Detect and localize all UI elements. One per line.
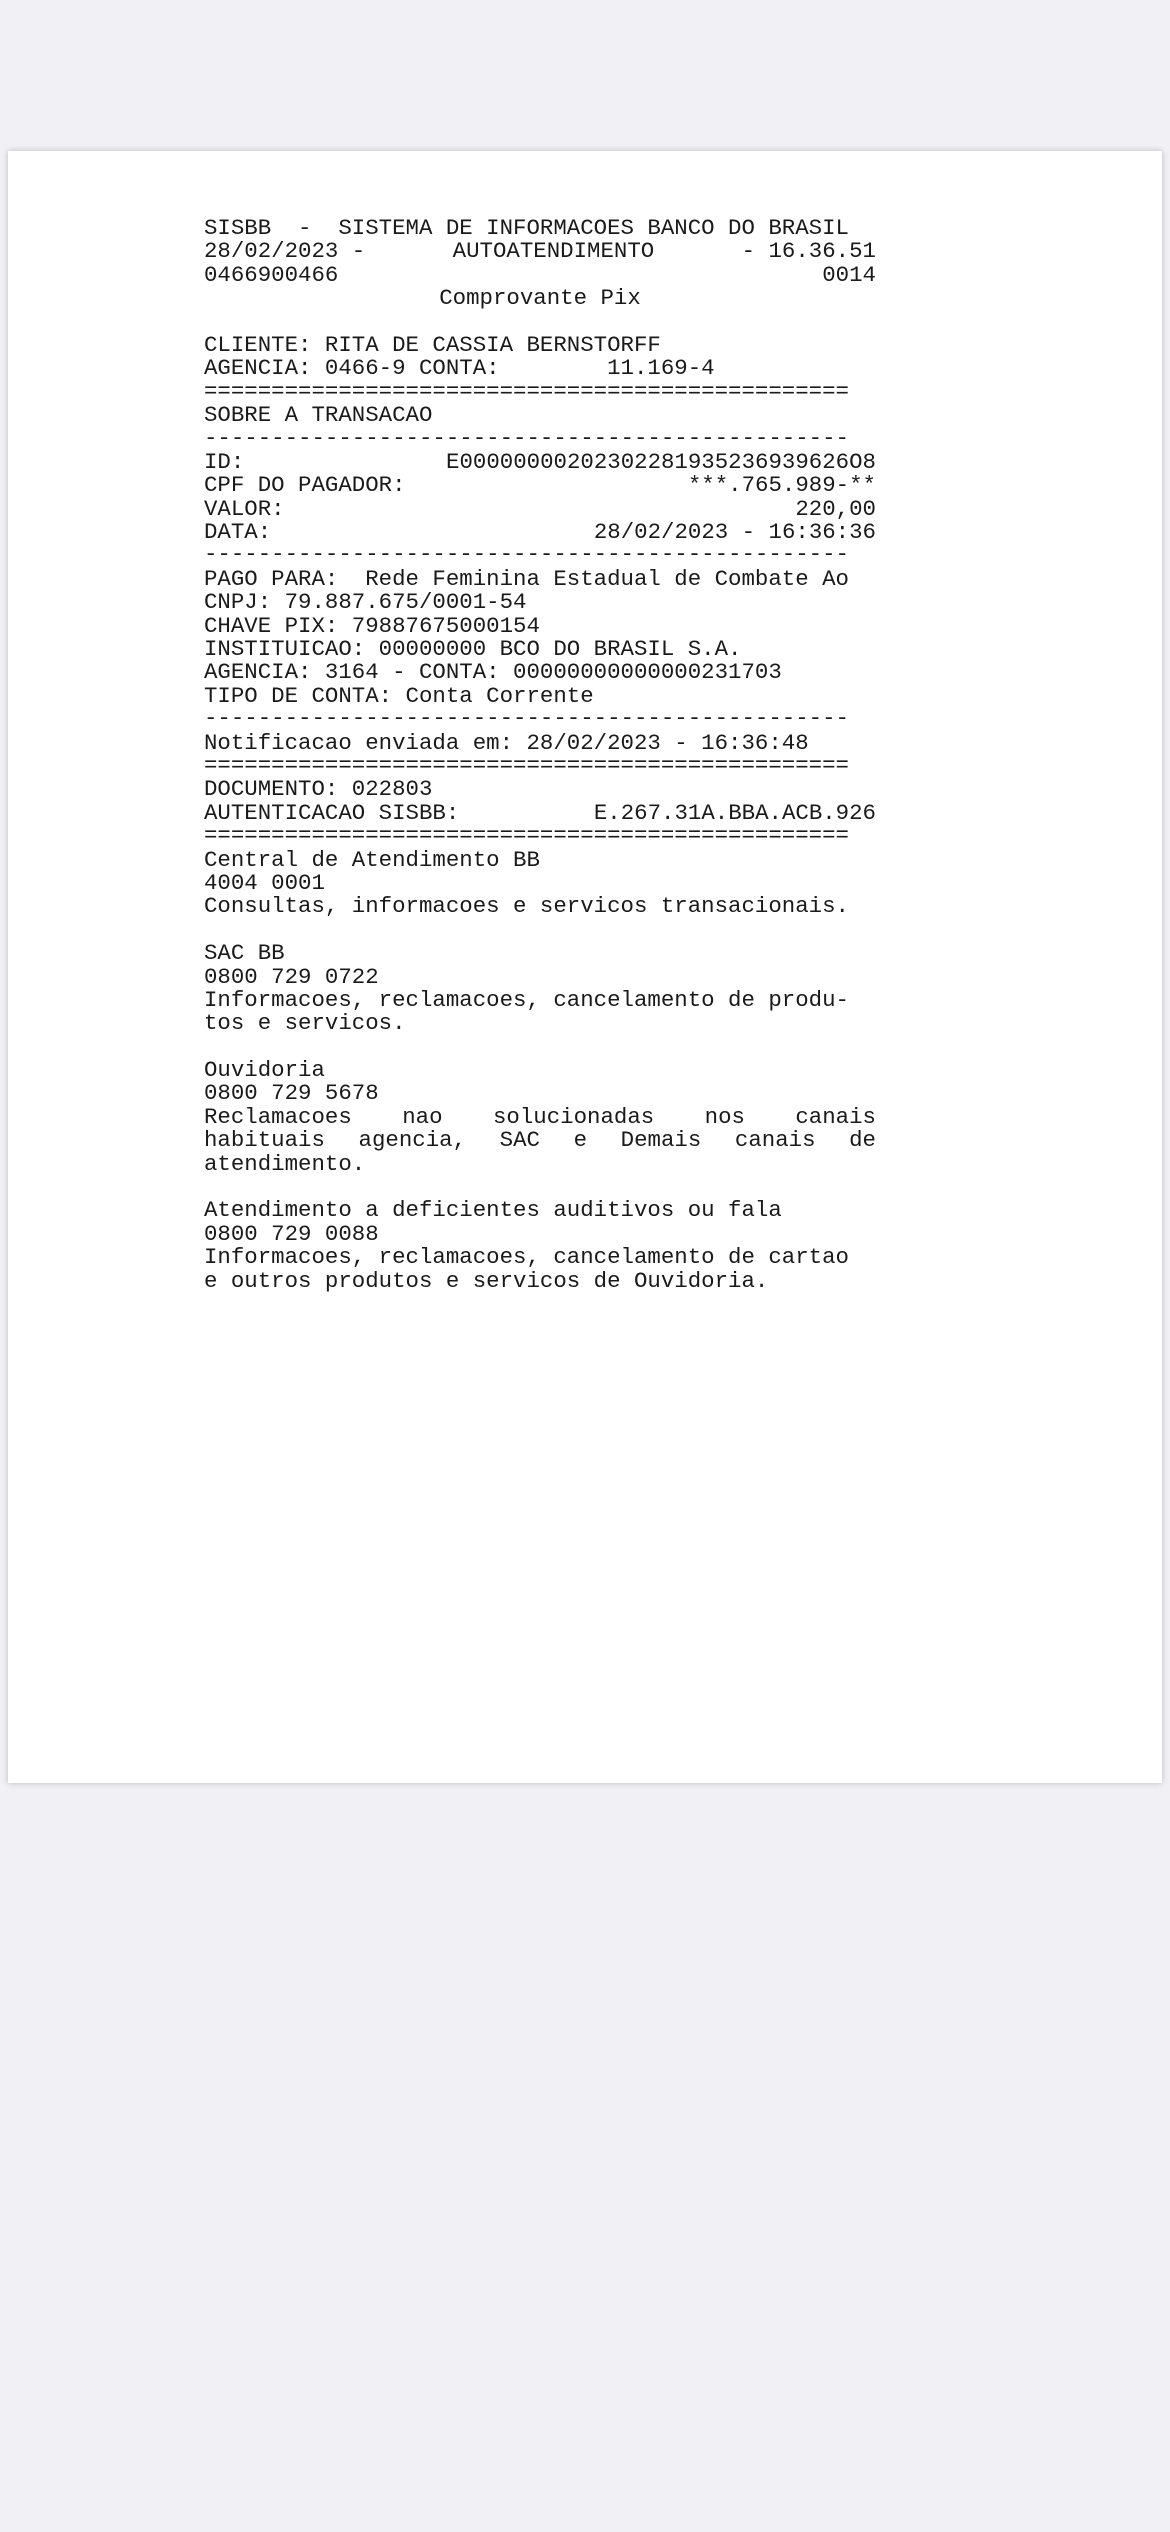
double-separator: ================================================	[204, 825, 849, 849]
document-number: DOCUMENTO: 022803	[204, 776, 433, 803]
transaction-id-label: ID:	[204, 448, 245, 475]
central-phone: 4004 0001	[204, 869, 325, 896]
sac-title: SAC BB	[204, 940, 285, 967]
central-title: Central de Atendimento BB	[204, 846, 540, 873]
double-separator: ================================================	[204, 380, 849, 404]
payee-account-type: TIPO DE CONTA: Conta Corrente	[204, 682, 594, 709]
ouvidoria-description-line-1: Reclamacoes nao solucionadas nos canais	[204, 1103, 876, 1130]
deaf-support-description-line-2: e outros produtos e servicos de Ouvidoria.	[204, 1267, 769, 1294]
central-description: Consultas, informacoes e servicos transacionais.	[204, 893, 849, 920]
payee-name: PAGO PARA: Rede Feminina Estadual de Combate Ao	[204, 565, 849, 592]
single-separator: ------------------------------------------------	[204, 708, 849, 732]
double-separator: ================================================	[204, 754, 849, 778]
sac-description-line-1: Informacoes, reclamacoes, cancelamento de produ-	[204, 986, 849, 1013]
client-name: CLIENTE: RITA DE CASSIA BERNSTORFF	[204, 331, 661, 358]
header-time: - 16.36.51	[741, 238, 876, 265]
transaction-date-value: 28/02/2023 - 16:36:36	[593, 519, 876, 546]
sac-description-line-2: tos e servicos.	[204, 1010, 406, 1037]
system-header: SISBB - SISTEMA DE INFORMACOES BANCO DO BRASIL	[204, 215, 849, 241]
ouvidoria-description-line-2: habituais agencia, SAC e Demais canais de	[204, 1127, 876, 1154]
single-separator: ------------------------------------------------	[204, 544, 849, 568]
notification-sent: Notificacao enviada em: 28/02/2023 - 16:36:48	[204, 729, 809, 756]
payee-account: AGENCIA: 3164 - CONTA: 00000000000000231703	[204, 659, 782, 686]
single-separator: ------------------------------------------------	[204, 427, 849, 451]
authentication	[204, 799, 876, 826]
payee-cnpj: CNPJ: 79.887.675/0001-54	[204, 589, 527, 616]
payee-institution: INSTITUICAO: 00000000 BCO DO BRASIL S.A.	[204, 636, 742, 663]
transaction-date	[204, 521, 876, 544]
transaction-section-title: SOBRE A TRANSACAO	[204, 402, 433, 429]
transaction-value-amount: 220,00	[795, 495, 876, 522]
header-service: AUTOATENDIMENTO	[452, 238, 655, 265]
deaf-support-description-line-1: Informacoes, reclamacoes, cancelamento de cartao	[204, 1244, 849, 1271]
header-code-right: 0014	[822, 261, 876, 288]
header-date: 28/02/2023 -	[204, 238, 366, 265]
transaction-id-value: E00000000202302281935236939626O8	[446, 448, 876, 475]
sac-phone: 0800 729 0722	[204, 963, 379, 990]
receipt-title	[204, 287, 876, 310]
transaction-value-label: VALOR:	[204, 495, 285, 522]
transaction-id	[204, 448, 876, 475]
payer-cpf	[204, 474, 876, 497]
transaction-value	[204, 495, 876, 522]
ouvidoria-description-line-3: atendimento.	[204, 1150, 366, 1177]
authentication-label: AUTENTICACAO SISBB:	[204, 799, 460, 826]
deaf-support-phone: 0800 729 0088	[204, 1220, 379, 1247]
authentication-value: E.267.31A.BBA.ACB.926	[593, 799, 876, 826]
deaf-support-title: Atendimento a deficientes auditivos ou fala	[204, 1197, 782, 1224]
ouvidoria-phone: 0800 729 5678	[204, 1080, 379, 1107]
header-code-line	[204, 261, 876, 288]
client-account: AGENCIA: 0466-9 CONTA: 11.169-4	[204, 355, 715, 382]
payee-pix-key: CHAVE PIX: 79887675000154	[204, 612, 540, 639]
header-code-left: 0466900466	[204, 261, 339, 288]
payer-cpf-label: CPF DO PAGADOR:	[204, 472, 406, 499]
header-date-line	[204, 240, 876, 263]
pix-receipt	[204, 217, 876, 1293]
transaction-date-label: DATA:	[204, 519, 272, 546]
ouvidoria-title: Ouvidoria	[204, 1057, 325, 1084]
receipt-page	[8, 151, 1162, 1783]
receipt-title-text: Comprovante Pix	[439, 285, 641, 312]
payer-cpf-value: ***.765.989-**	[687, 472, 876, 499]
